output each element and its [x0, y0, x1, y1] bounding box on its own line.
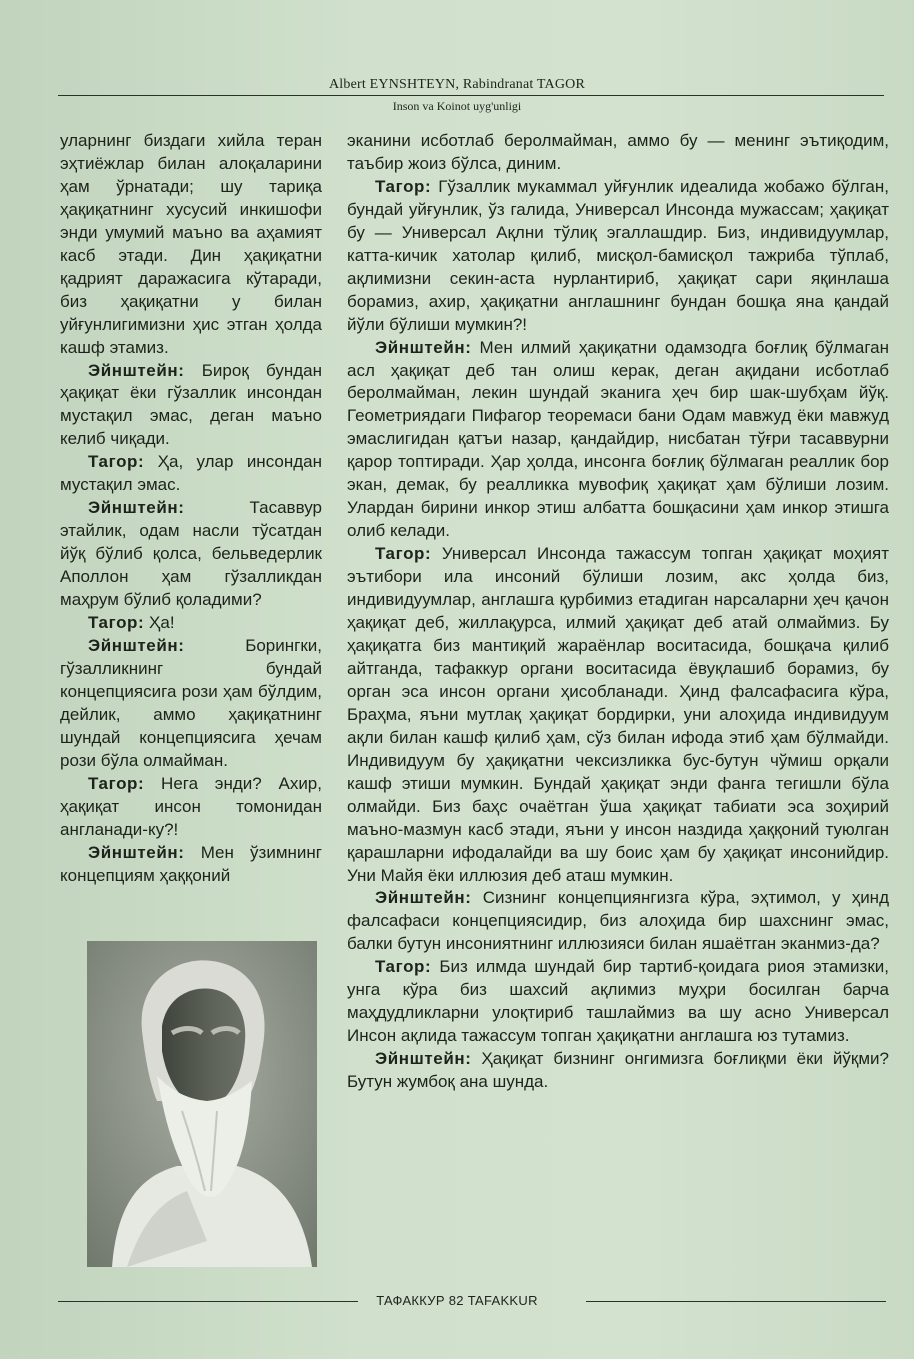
speaker-label: Тагор:	[375, 957, 432, 977]
dialogue-text: Мен илмий ҳақиқатни одамзодга боғлиқ бўлмаган асл ҳақиқат деб тан олиш керак, деган ақидани исботлаб беролмайман, лекин шундай эканига ҳеч бир шак-шубҳам йўқ. Геометриядаги Пифагор теоремаси бани Одам мавжуд ёки мавжуд эмаслигидан қатъи назар, қандайдир, нисбатан тўғри тасаввурни қарор топтиради. Ҳар ҳолда, инсонга боғлиқ бўлмаган реаллик бор экан, демак, бу реалликка мувофиқ ҳақиқат ҳам бўлиши лозим. Улардан бирини инкор этиш албатта бошқасини ҳам инкор этишга олиб келади.	[347, 337, 889, 541]
dialogue-text: Борингки, гўзалликнинг бундай концепциясига рози ҳам бўлдим, дейлик, аммо ҳақиқатнинг шундай концепциясига ҳечам рози бўла олмайман.	[60, 635, 322, 770]
speaker-label: Тагор:	[375, 176, 432, 196]
dialogue-paragraph	[347, 337, 889, 544]
dialogue-text: Бироқ бундан ҳақиқат ёки гўзаллик инсондан мустақил эмас, деган маъно келиб чиқади.	[60, 360, 322, 449]
dialogue-text: Биз илмда шундай бир тартиб-қоидага риоя этамизки, унга кўра биз шахсий ақлимиз муҳри босилган барча маҳдудликларни улоқтириб ташлаймиз ва шу асно Универсал Инсон ақлида тажассум топган ҳақиқатни англашга юз тутамиз.	[347, 957, 889, 1046]
paragraph: эканини исботлаб беролмайман, аммо бу — менинг эътиқодим, таъбир жоиз бўлса, диним.	[347, 131, 889, 173]
dialogue-paragraph	[60, 497, 322, 612]
dialogue-text: Универсал Инсонда тажассум топган ҳақиқат моҳият эътибори ила инсоний бўлиши лозим, акс ҳолда биз, индивидуумлар, англашга қурбимиз етадиган нарсаларни ҳеч қачон ҳақиқат деб, жиллақурса, илмий ҳақиқат деб атай олмаймиз. Бу ҳақиқатга биз мантиқий жараёнлар воситасида, бошқача қилиб айтганда, тафаккур органи воситасида ёвуқлашиб борамиз, бу орган эса инсон органи ҳисобланади. Ҳинд фалсафасига кўра, Браҳма, яъни мутлақ ҳақиқат бордирки, уни алоҳида индивидуум ақли билан кашф қилиб ҳам, сўз билан ифода этиб ҳам бўлмайди. Индивидуум бу ҳақиқатни чексизликка буc-бутун чўмиш орқали кашф этиши мумкин. Бундай ҳақиқат энди фанга тегишли бўла олмайди. Биз баҳс очаётган ўша ҳақиқат табиати эса зоҳирий маъно-мазмун касб этади, яъни у инсон наздида ҳаққоний туюлган қарашларни ифодалайди ва шу боис ҳам бу ҳақиқат инсонийдир. Уни Майя ёки иллюзия деб аташ мумкин.	[347, 544, 889, 885]
tagore-portrait-photo	[87, 941, 317, 1267]
running-header-title: Albert EYNSHTEYN, Rabindranat TAGOR	[328, 77, 586, 92]
footer-rule-right	[586, 1301, 886, 1302]
dialogue-text: Ҳа, улар инсондан мустақил эмас.	[60, 452, 322, 495]
dialogue-text: Нега энди? Ахир, ҳақиқат инсон томонидан англанади-ку?!	[60, 773, 322, 839]
dialogue-paragraph	[60, 773, 322, 842]
speaker-label: Эйнштейн:	[88, 635, 185, 655]
dialogue-text: Сизнинг концепциянгизга кўра, эҳтимол, у ҳинд фалсафаси концепциясидир, биз алоҳида бир шахснинг эмас, балки бутун инсониятнинг иллюзияси билан яшаётган эканмиз-да?	[347, 888, 889, 954]
page-footer: ТАФАККУР 82 TAFAKKUR	[376, 1293, 538, 1308]
speaker-label: Эйнштейн:	[88, 360, 185, 380]
dialogue-text: Гўзаллик мукаммал уйғунлик идеалида жобажо бўлган, бундай уйғунлик, ўз галида, Универсал Инсонда мужассам; ҳақиқат бу — Универсал Ақлни тўлиқ эгаллашдир. Биз, индивидуумлар, катта-кичик хатолар қилиб, мисқол-бамисқол тажриба тўплаб, ақлимизни секин-аста нурлантириб, ҳақиқат сари яқинлаша борамиз, ахир, ҳақиқатни англашнинг бундан бошқа яна қандай йўли бўлиши мумкин?!	[347, 176, 889, 334]
dialogue-paragraph	[347, 176, 889, 337]
speaker-label: Эйнштейн:	[88, 498, 185, 518]
dialogue-paragraph	[347, 887, 889, 956]
speaker-label: Тагор:	[375, 544, 432, 564]
speaker-label: Эйнштейн:	[375, 888, 472, 908]
speaker-label: Эйнштейн:	[88, 842, 185, 862]
speaker-label: Тагор:	[88, 452, 145, 472]
speaker-label: Тагор:	[88, 773, 145, 793]
dialogue-paragraph	[347, 956, 889, 1048]
paragraph: уларнинг биздаги хийла теран эҳтиёжлар билан алоқаларини ҳам ўрнатади; шу тариқа ҳақиқатнинг хусусий инкишофи энди умумий маъно ва аҳамият касб этади. Дин ҳақиқатни қадрият даражасига кўтаради, биз ҳақиқатни у билан уйғунлигимизни ҳис этган ҳолда кашф этамиз.	[60, 131, 322, 357]
dialogue-text: Мен ўзимнинг концепциям ҳаққоний	[60, 842, 322, 885]
dialogue-paragraph	[60, 360, 322, 452]
dialogue-paragraph	[347, 1048, 889, 1094]
running-header-subtitle: Inson va Koinot uyg'unligi	[392, 99, 522, 113]
dialogue-text: Ҳа!	[144, 613, 175, 633]
dialogue-paragraph	[60, 451, 322, 497]
dialogue-paragraph	[347, 543, 889, 887]
dialogue-text: Ҳақиқат бизнинг онгимизга боғлиқми ёки йўқми? Бутун жумбоқ ана шунда.	[347, 1049, 889, 1092]
left-column	[60, 130, 322, 887]
header-rule	[58, 95, 884, 96]
speaker-label: Эйнштейн:	[375, 1049, 472, 1069]
speaker-label: Эйнштейн:	[375, 337, 472, 357]
right-column	[347, 130, 889, 1094]
dialogue-paragraph	[60, 612, 322, 635]
speaker-label: Тагор:	[88, 613, 145, 633]
dialogue-text: Тасаввур этайлик, одам насли тўсатдан йўқ бўлиб қолса, бельведерлик Аполлон ҳам гўзалликдан маҳрум бўлиб қоладими?	[60, 498, 322, 610]
dialogue-paragraph	[60, 842, 322, 888]
dialogue-paragraph	[60, 635, 322, 773]
